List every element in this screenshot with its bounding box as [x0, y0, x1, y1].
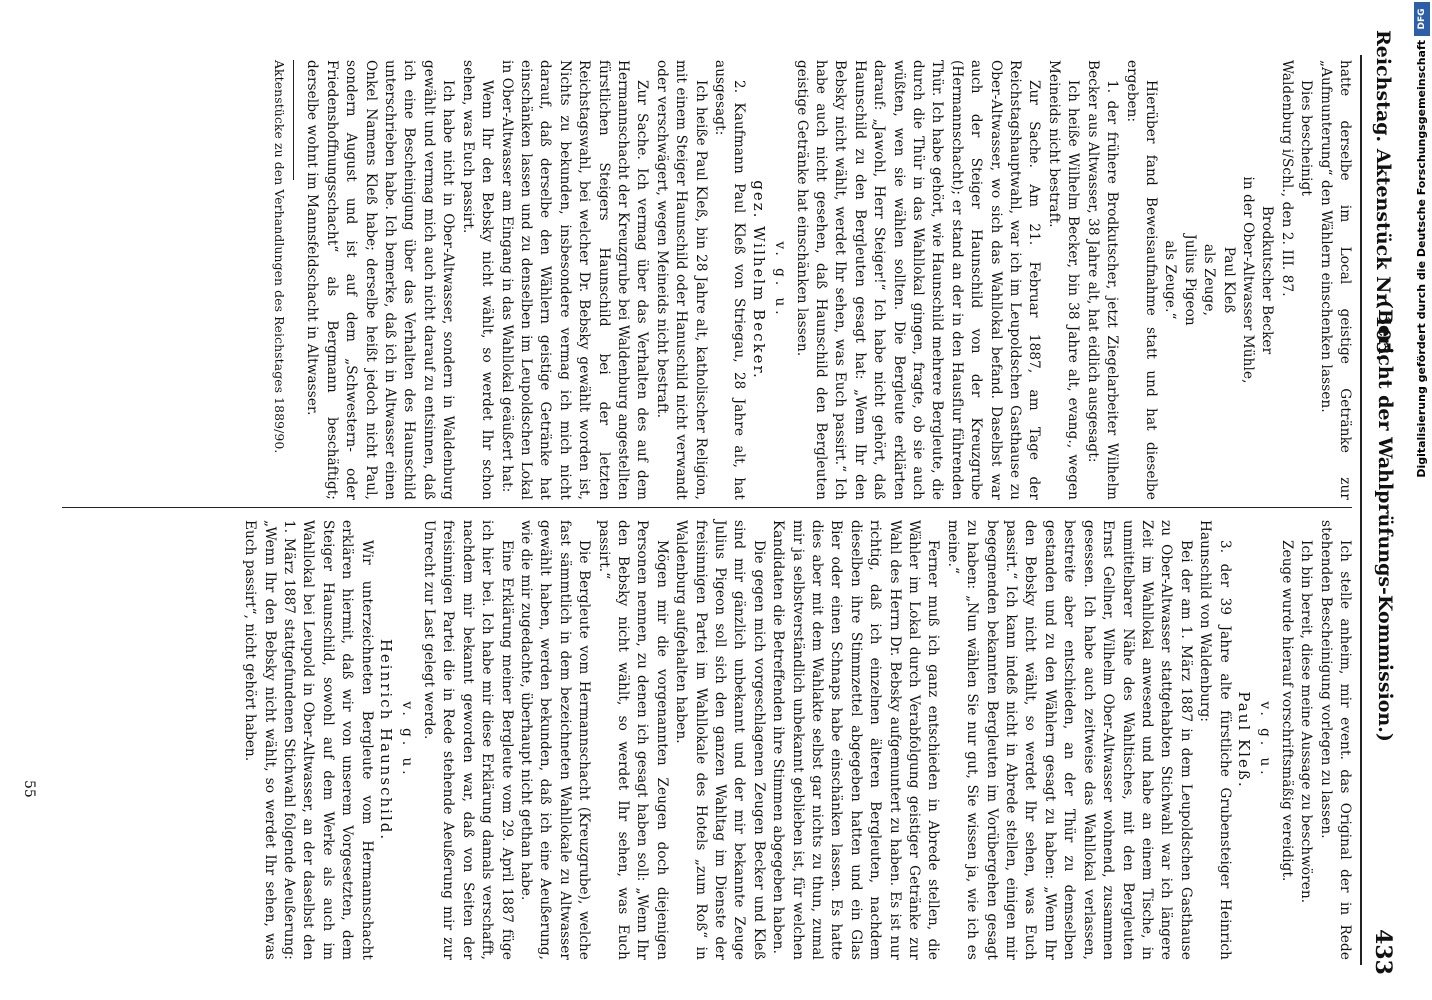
paragraph: Die gegen mich vorgeschlagenen Zeugen Becker und Kleß sind mir gänzlich unbekannt und der mir bekannte Zeuge Julius Pigeon soll sich den ganzen Wahltag im Dienste der freisinnigen Partei im Wahllokale des Hotels „zum Roß“ in Waldenburg aufgehalten haben.: [673, 520, 767, 960]
attestation-mark: v. g. u.: [772, 241, 789, 319]
paragraph: Mögen mir die vorgenannten Zeugen doch diejenigen Personen nennen, zu denen ich gesagt haben soll: „Wenn Ihr den Bebsky nicht wählt, so werdet Ihr sehen, was Euch passirt.“: [595, 520, 670, 960]
attestation-mark: v. g. u.: [1257, 701, 1274, 779]
digitization-strip: [1412, 0, 1432, 1000]
dfg-logo-text: DFG: [1417, 8, 1427, 30]
paragraph: 3. der 39 Jahre alte fürstliche Grubensteiger Heinrich Haunschild von Waldenburg:: [1197, 520, 1233, 960]
centered-line: als Zeuge.“: [1162, 240, 1179, 320]
paragraph: Ich bin bereit, diese meine Aussage zu beschwören.: [1298, 540, 1315, 904]
header-rule: [1360, 55, 1362, 965]
right-column: [240, 520, 1354, 960]
dfg-logo: [1414, 2, 1430, 36]
centered-line: Paul Kleß: [1220, 246, 1237, 314]
paragraph: Ich habe nicht in Ober-Altwasser, sondern in Waldenburg gewählt und vermag mich auch nicht darauf zu entsinnen, daß ich eine Bescheinigung über das Verhalten des Haunschild unterschrieben habe. Ich bemerke, daß ich in Altwasser einen Onkel Namens Kleß habe; derselbe heißt jedoch nicht Paul, sondern August und ist auf dem „Schwestern- oder Friedenshoffnungsschacht“ als Bergmann beschäftigt; derselbe wohnt im Mannsfeldschacht in Altwasser.: [304, 60, 457, 500]
paragraph: Zeuge wurde hierauf vorschriftsmäßig vereidigt.: [1278, 540, 1295, 882]
centered-line: Brodkutscher Becker: [1259, 205, 1276, 355]
paragraph: Wenn Ihr den Bebsky nicht wählt, so werdet Ihr schon sehen, was Euch passirt.: [459, 60, 496, 500]
paragraph: Dies bescheinigt: [1298, 80, 1315, 196]
paragraph: Ich stelle anheim, mir event. das Original der in Rede stehenden Bescheinigung vorlegen zu lassen.: [1317, 520, 1353, 960]
centered-line: als Zeuge,: [1201, 243, 1218, 317]
paragraph: Waldenburg i/Schl., den 2. III. 87.: [1278, 60, 1295, 297]
page-number: 433: [1370, 929, 1396, 975]
running-head: [1362, 30, 1402, 975]
paragraph: Zur Sache. Am 21. Februar 1887, am Tage der Reichstagshauptwahl, war ich im Leupoldschen Gasthause zu Ober-Altwasser, wo sich das Wahllokal befand. Daselbst war auch der Steiger Haunschild von der Kreuzgrube (Hermannschacht); er stand an der in den Hausflur führenden Thür. Ich habe gehört, wie Haunschild mehrere Bergleute, die durch die Thür in das Wahllokal gingen, fragte, ob sie auch wüßten, wen sie wählen sollten. Die Bergleute erklärten darauf: „Jawohl, Herr Steiger!“ Ich habe nicht gehört, daß Haunschild zu den Bergleuten gesagt hat: „Wenn Ihr den Bebsky nicht wählt, werdet Ihr sehen, was Euch passirt.“ Ich habe auch nicht gesehen, daß Haunschild den Bergleuten geistige Getränke hat einschänken lassen.: [793, 60, 1043, 500]
paragraph: 1. der frühere Brodkutscher, jetzt Ziegelarbeiter Wilhelm Becker aus Altwasser, 38 Jahre alt, hat eidlich ausgesagt:: [1084, 60, 1121, 500]
paragraph: hatte derselbe im Local geistige Getränke zur „Aufmunterung“ den Wählern einschenken lassen.: [1317, 60, 1353, 500]
paragraph: Die Bergleute vom Hermannschacht (Kreuzgrube), welche fast sämmtlich in dem bezeichneten Wahllokale zu Altwasser gewählt haben, werden bekunden, daß ich eine Aeußerung, wie die mir zugedachte, überhaupt nicht gethan habe.: [517, 520, 593, 960]
page-signature: 55: [21, 780, 37, 798]
footnote: Aktenstücke zu den Verhandlungen des Reichstages 1889/90.: [272, 60, 288, 454]
paragraph: Ferner muß ich ganz entschieden in Abrede stellen, die Wähler im Lokal durch Verabfolgung geistiger Getränke zur Wahl des Herrn Dr. Bebsky aufgemuntert zu haben. Es ist nur richtig, daß ich einzelnen älteren Bergleuten, nachdem dieselben ihre Stimmzettel abgegeben hatten und ein Glas Bier oder einen Schnaps habe einschänken lassen. Es hatte dies aber mit dem Wahlakte selbst gar nichts zu thun, zumal mir ja selbstverständlich unbekannt geblieben ist, für welchen Kandidaten die Betreffenden ihre Stimmen abgegeben haben.: [770, 520, 942, 960]
column-divider: [62, 507, 1352, 508]
centered-line: Julius Pigeon: [1181, 234, 1198, 326]
paragraph: Ich heiße Paul Kleß, bin 28 Jahre alt, katholischer Religion, mit einem Steiger Haunschild oder Hanuschild nicht verwandt oder verschwägert, wegen Meineids nicht bestraft.: [653, 60, 709, 500]
digitization-note: Digitalisierung gefördert durch die Deutsche Forschungsgemeinschaft: [1415, 40, 1428, 478]
signatory-name: gez. Wilhelm Becker.: [749, 180, 768, 380]
paragraph: Wir unterzeichneten Bergleute vom Hermannschacht erklären hiermit, daß wir von unserem Vorgesetzten, dem Steiger Haunschild, sowohl auf dem Werke als auch im Wahllokal bei Leupold in Ober-Altwasser, an der daselbst den 1. März 1887 stattgefundenen Stichwahl folgende Aeußerung: „Wenn Ihr den Bebsky nicht wählt, so werdet Ihr sehen, was Euch passirt“, nicht gehört haben.: [242, 520, 375, 960]
paragraph: Zur Sache. Ich vermag über das Verhalten des auf dem Hermannschacht der Kreuzgrube bei Waldenburg angestellten fürstlichen Steigers Haunschild bei der letzten Reichstagswahl, bei welcher Dr. Bebsky gewählt worden ist, Nichts zu bekunden, insbesondere vermag ich mich nicht darauf, daß derselbe den Wählern geistige Getränke hat einschänken lassen und zu denselben im Leupoldschen Lokal in Ober-Altwasser am Eingang in das Wahllokal geäußert hat:: [498, 60, 651, 500]
footnote-rule: [293, 60, 294, 180]
paragraph: 2. Kaufmann Paul Kleß von Striegau, 28 Jahre alt, hat ausgesagt:: [712, 60, 748, 500]
signatory-name: Paul Kleß.: [1234, 691, 1253, 789]
paragraph: Eine Erklärung meiner Bergleute vom 29. April 1887 füge ich hier bei. Ich habe mir diese Erklärung damals verschafft, nachdem mir bekannt geworden war, daß von Seiten der freisinnigen Partei die in Rede stehende Aeußerung mir zur Unrecht zur Last gelegt werde.: [420, 520, 515, 960]
paragraph: Bei der am 1. März 1887 in dem Leupoldschen Gasthause zu Ober-Altwasser stattgehabten Stichwahl war ich längere Zeit im Wahllokal anwesend und habe an einem Tische, in unmittelbarer Nähe des Wahltisches, mit den Bergleuten Ernst Gellner, Wilhelm Ober-Altwasser wohnend, zusammen gesessen. Ich habe auch zeitweise das Wahllokal verlassen, bestreite aber entschieden, an der Thür zu demselben gestanden und zu den Wählern gesagt zu haben: „Wenn Ihr den Bebsky nicht wählt, so werdet Ihr sehen, was Euch passirt.“ Ich kann indeß nicht in Abrede stellen, einigen mir begegnenden bekannten Bergleuten im Vorübergehen gesagt zu haben: „Nun wählen Sie nur gut, Sie wissen ja, wie ich es meine.“: [944, 520, 1194, 960]
header-center: (Bericht der Wahlprüfungs-Kommission.): [1374, 300, 1396, 742]
signatory-name: Heinrich Haunschild.: [377, 638, 396, 842]
paragraph: Hierüber fand Beweisaufnahme statt und hat dieselbe ergeben:: [1123, 60, 1159, 500]
paragraph: Ich heiße Wilhelm Becker, bin 38 Jahre alt, evang., wegen Meineids nicht bestraft.: [1045, 60, 1082, 500]
centered-line: in der Ober-Altwasser Mühle,: [1239, 176, 1256, 384]
header-left: Reichstag. Aktenstück Nr. 105.: [1372, 30, 1394, 362]
attestation-mark: v. g. u.: [399, 701, 416, 779]
left-column: [270, 60, 1354, 500]
